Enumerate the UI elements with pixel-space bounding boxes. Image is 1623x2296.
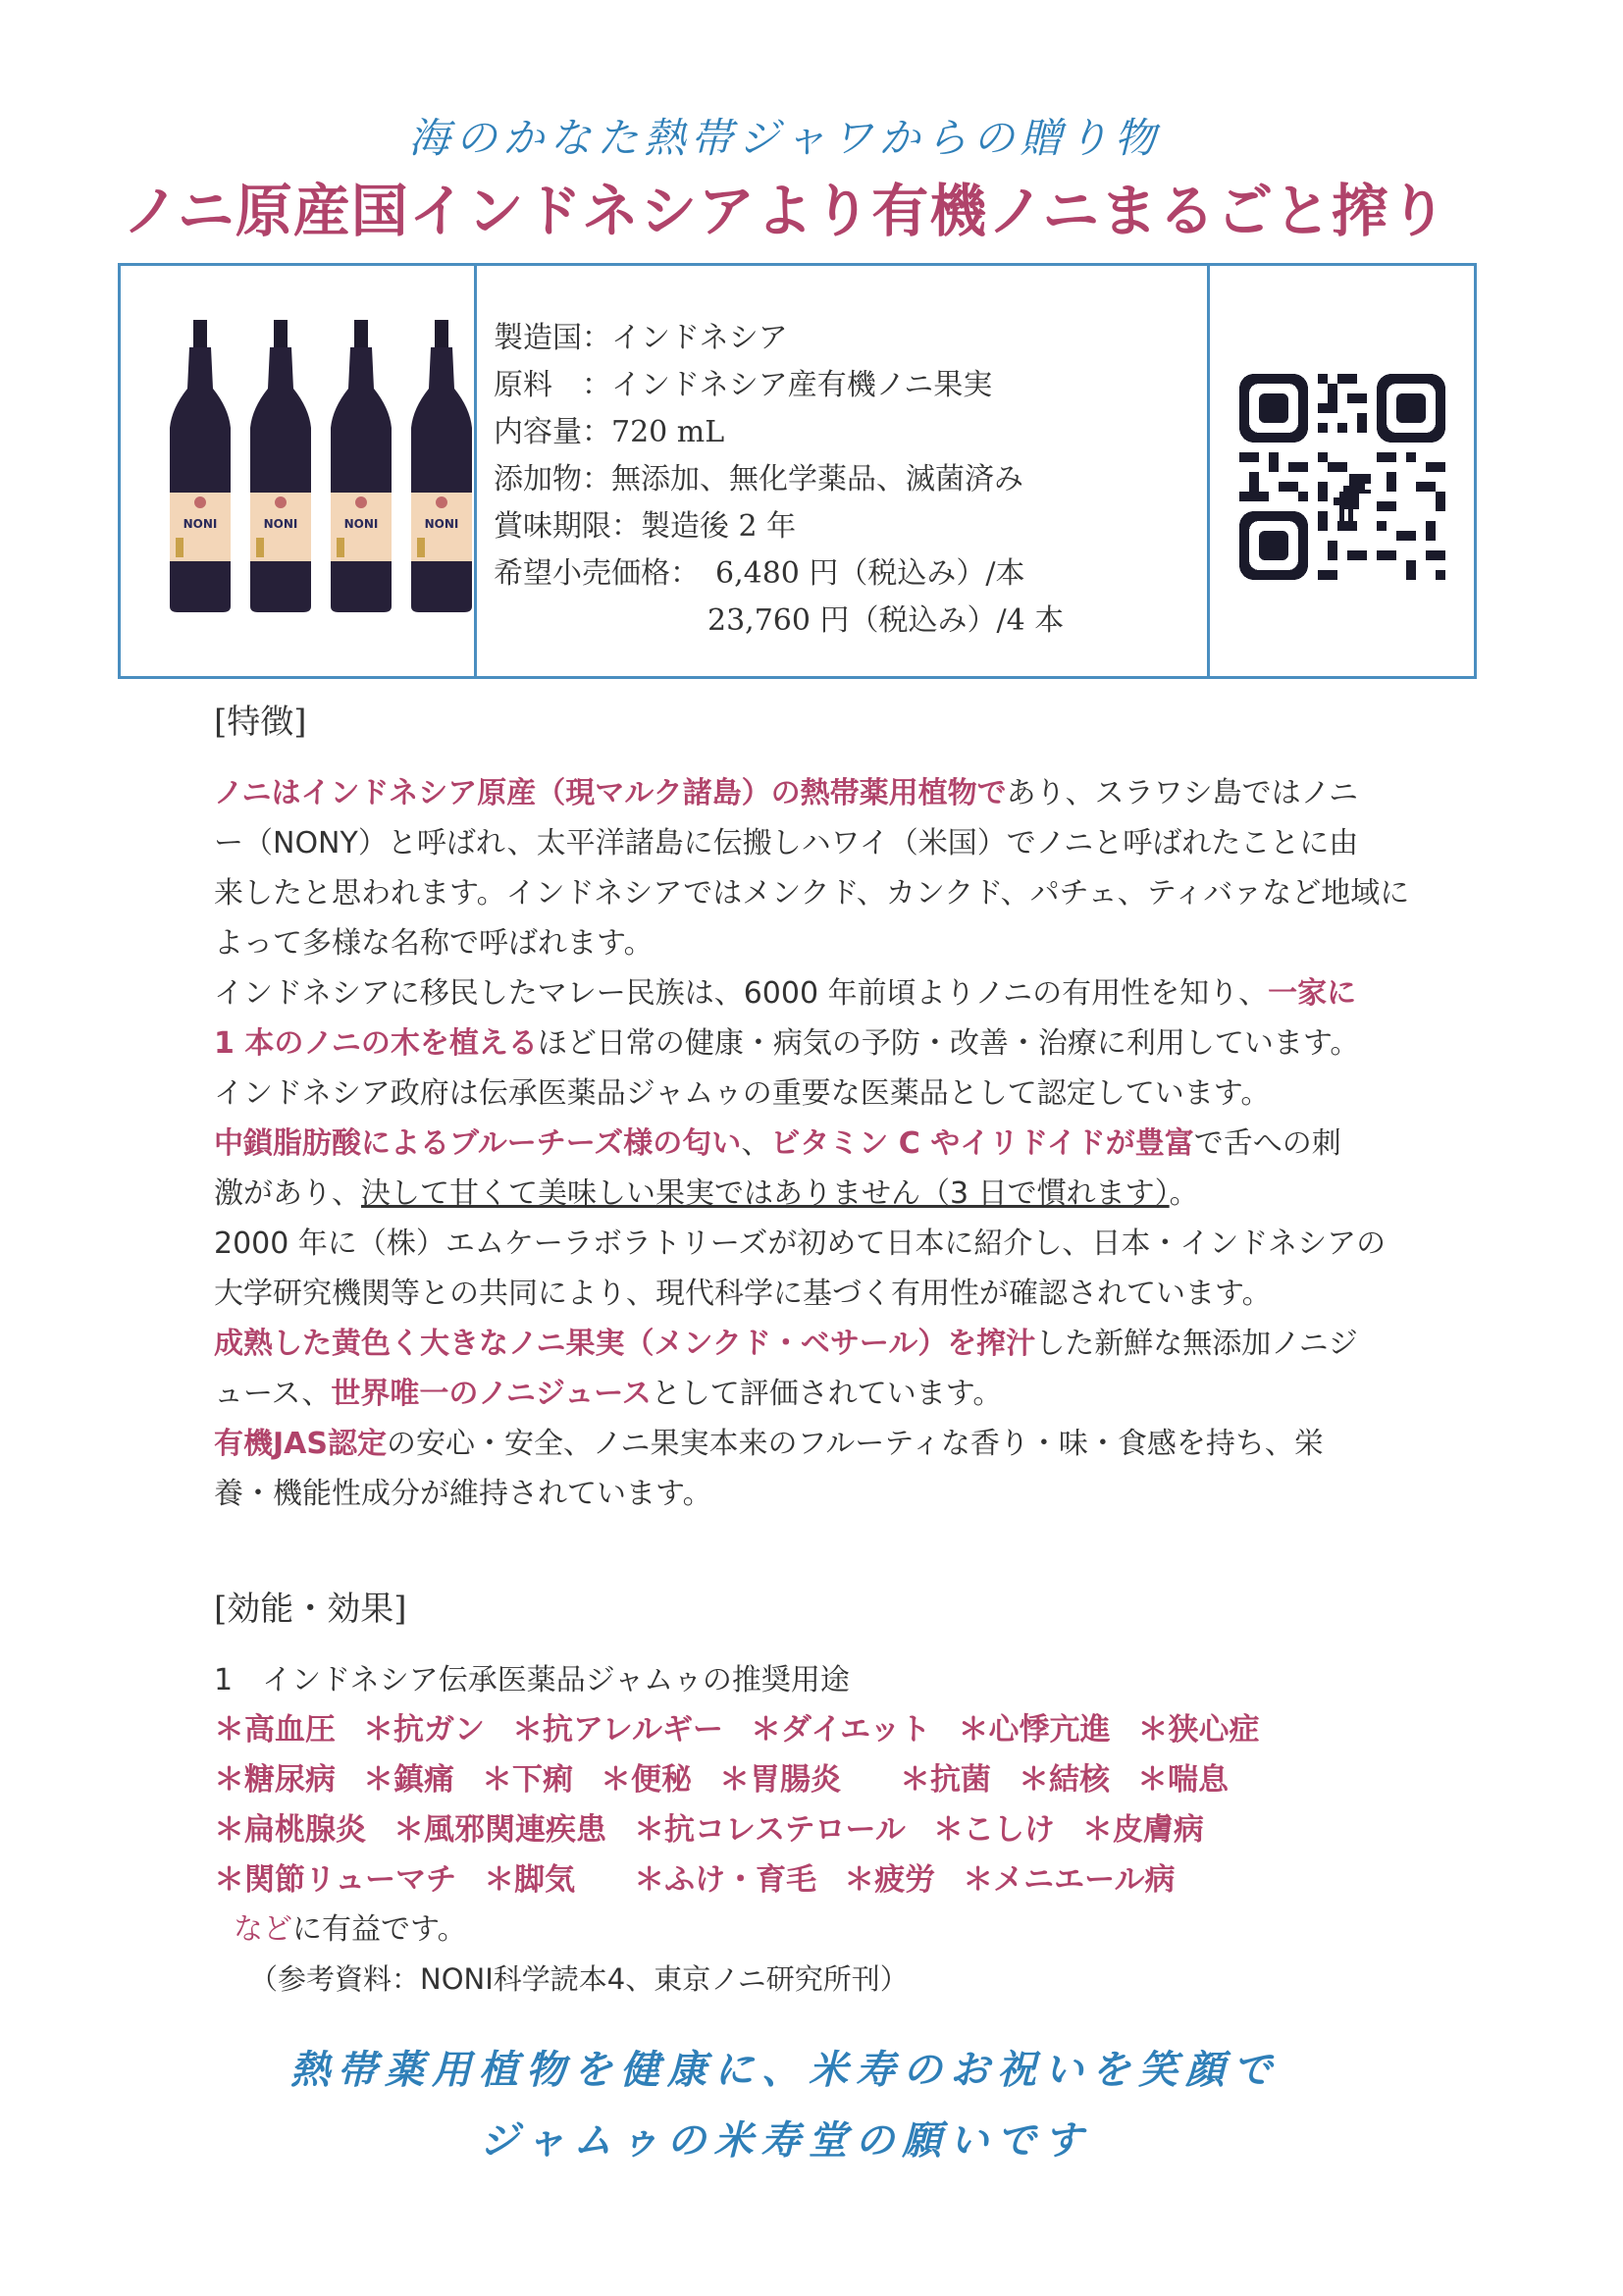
effect-item: ＊こしけ <box>932 1812 1055 1848</box>
features-line: 激があり、決して甘くて美味しい果実ではありません（3 日で慣れます）。 <box>214 1176 1199 1211</box>
effect-item: ＊ダイエット <box>750 1712 931 1748</box>
effects-row <box>214 1805 1391 1855</box>
features-line: 大学研究機関等との共同により、現代科学に基づく有用性が確認されています。 <box>214 1277 1272 1311</box>
footer-line-1: 熱帯薬用植物を健康に、米寿のお祝いを笑顔で <box>290 2047 1280 2093</box>
spec-row-price: 希望小売価格： 6,480 円（税込み）/本 <box>494 556 1025 591</box>
spec-row-price-set: 23,760 円（税込み）/4 本 <box>707 603 1065 638</box>
features-line: インドネシア政府は伝承医薬品ジャムゥの重要な医薬品として認定しています。 <box>214 1076 1271 1111</box>
effect-item: ＊風邪関連疾患 <box>393 1812 606 1848</box>
features-line: 成熟した黄色く大きなノニ果実（メンクド・ベサール）を搾汁した新鮮な無添加ノニジ <box>214 1327 1358 1361</box>
qr-code-icon[interactable] <box>1239 374 1445 580</box>
bottle-label-4: NONI <box>424 517 459 531</box>
features-line: 養・機能性成分が維持されています。 <box>214 1477 712 1511</box>
features-line: インドネシアに移民したマレー民族は、6000 年前頃よりノニの有用性を知り、一家に <box>214 976 1357 1011</box>
effects-row <box>214 1755 1391 1805</box>
effect-item: ＊疲労 <box>844 1862 936 1898</box>
spec-row-additives: 添加物：無添加、無化学薬品、滅菌済み <box>494 462 1023 496</box>
effect-item: ＊結核 <box>1019 1762 1110 1798</box>
bottle-label-3: NONI <box>343 517 379 531</box>
features-line: ュース、世界唯一のノニジュースとして評価されています。 <box>214 1377 1003 1411</box>
bottle-label-2: NONI <box>263 517 298 531</box>
effect-item: ＊喘息 <box>1137 1762 1229 1798</box>
spec-row-material: 原料 ：インドネシア産有機ノニ果実 <box>494 368 993 402</box>
effect-item: ＊皮膚病 <box>1081 1812 1204 1848</box>
reference-note: （参考資料：NONI科学読本4、東京ノニ研究所刊） <box>249 1962 909 1996</box>
effects-subheading: 1 インドネシア伝承医薬品ジャムゥの推奨用途 <box>214 1663 850 1697</box>
effects-row <box>214 1705 1391 1755</box>
effect-item: ＊下痢 <box>482 1762 573 1798</box>
effects-heading: [効能・効果] <box>214 1590 407 1629</box>
effect-item: ＊抗ガン <box>363 1712 485 1748</box>
product-specs <box>494 315 1279 645</box>
spec-row-expiry: 賞味期限：製造後 2 年 <box>494 509 797 544</box>
features-paragraph <box>214 768 1410 1519</box>
effect-item: ＊抗菌 <box>900 1762 991 1798</box>
features-line: ノニはインドネシア原産（現マルク諸島）の熱帯薬用植物であり、スラワシ島ではノニ <box>214 776 1359 810</box>
effect-item: ＊胃腸炎 <box>719 1762 841 1798</box>
effects-row <box>214 1855 1391 1905</box>
footer-line-2: ジャムゥの米寿堂の願いです <box>479 2117 1091 2164</box>
effect-item: ＊便秘 <box>601 1762 692 1798</box>
features-line: 2000 年に（株）エムケーラボラトリーズが初めて日本に紹介し、日本・インドネシアの <box>214 1226 1387 1261</box>
bottle-label-1: NONI <box>183 517 218 531</box>
effect-item: ＊狭心症 <box>1137 1712 1260 1748</box>
effect-item: ＊糖尿病 <box>214 1762 336 1798</box>
features-line: 中鎖脂肪酸によるブルーチーズ様の匂い、ビタミン C やイリドイドが豊富で舌への刺 <box>214 1126 1341 1161</box>
features-heading: [特徴] <box>214 703 307 742</box>
features-line: ー（NONY）と呼ばれ、太平洋諸島に伝搬しハワイ（米国）でノニと呼ばれたことに由 <box>214 826 1359 861</box>
spec-row-volume: 内容量：720 mL <box>494 415 725 449</box>
effect-item: ＊高血圧 <box>214 1712 336 1748</box>
header-subtitle: 海のかなた熱帯ジャワからの贈り物 <box>408 114 1162 162</box>
effects-summary: などに有益です。 <box>234 1912 467 1947</box>
effect-item: ＊脚気 <box>484 1862 576 1898</box>
effect-item: ＊扁桃腺炎 <box>214 1812 366 1848</box>
product-info-box <box>118 263 1477 679</box>
features-line: 有機JAS認定の安心・安全、ノニ果実本来のフルーティな香り・味・食感を持ち、栄 <box>214 1427 1324 1461</box>
effect-item: ＊メニエール病 <box>963 1862 1176 1898</box>
header-title: ノニ原産国インドネシアより有機ノニまるごと搾り <box>122 178 1448 244</box>
features-line: 1 本のノニの木を植えるほど日常の健康・病気の予防・改善・治療に利用しています。 <box>214 1026 1360 1061</box>
effect-item: ＊抗アレルギー <box>512 1712 723 1748</box>
effect-item: ＊心悸亢進 <box>958 1712 1111 1748</box>
effect-item: ＊関節リューマチ <box>214 1862 457 1898</box>
features-line: よって多様な名称で呼ばれます。 <box>214 926 654 961</box>
effect-item: ＊鎮痛 <box>363 1762 454 1798</box>
effect-item: ＊ふけ・育毛 <box>634 1862 817 1898</box>
spec-row-origin: 製造国：インドネシア <box>494 321 788 355</box>
features-line: 来したと思われます。インドネシアではメンクド、カンクド、パチェ、ティバァなど地域に <box>214 876 1410 911</box>
effects-list <box>214 1656 1391 2004</box>
effect-item: ＊抗コレステロール <box>634 1812 906 1848</box>
